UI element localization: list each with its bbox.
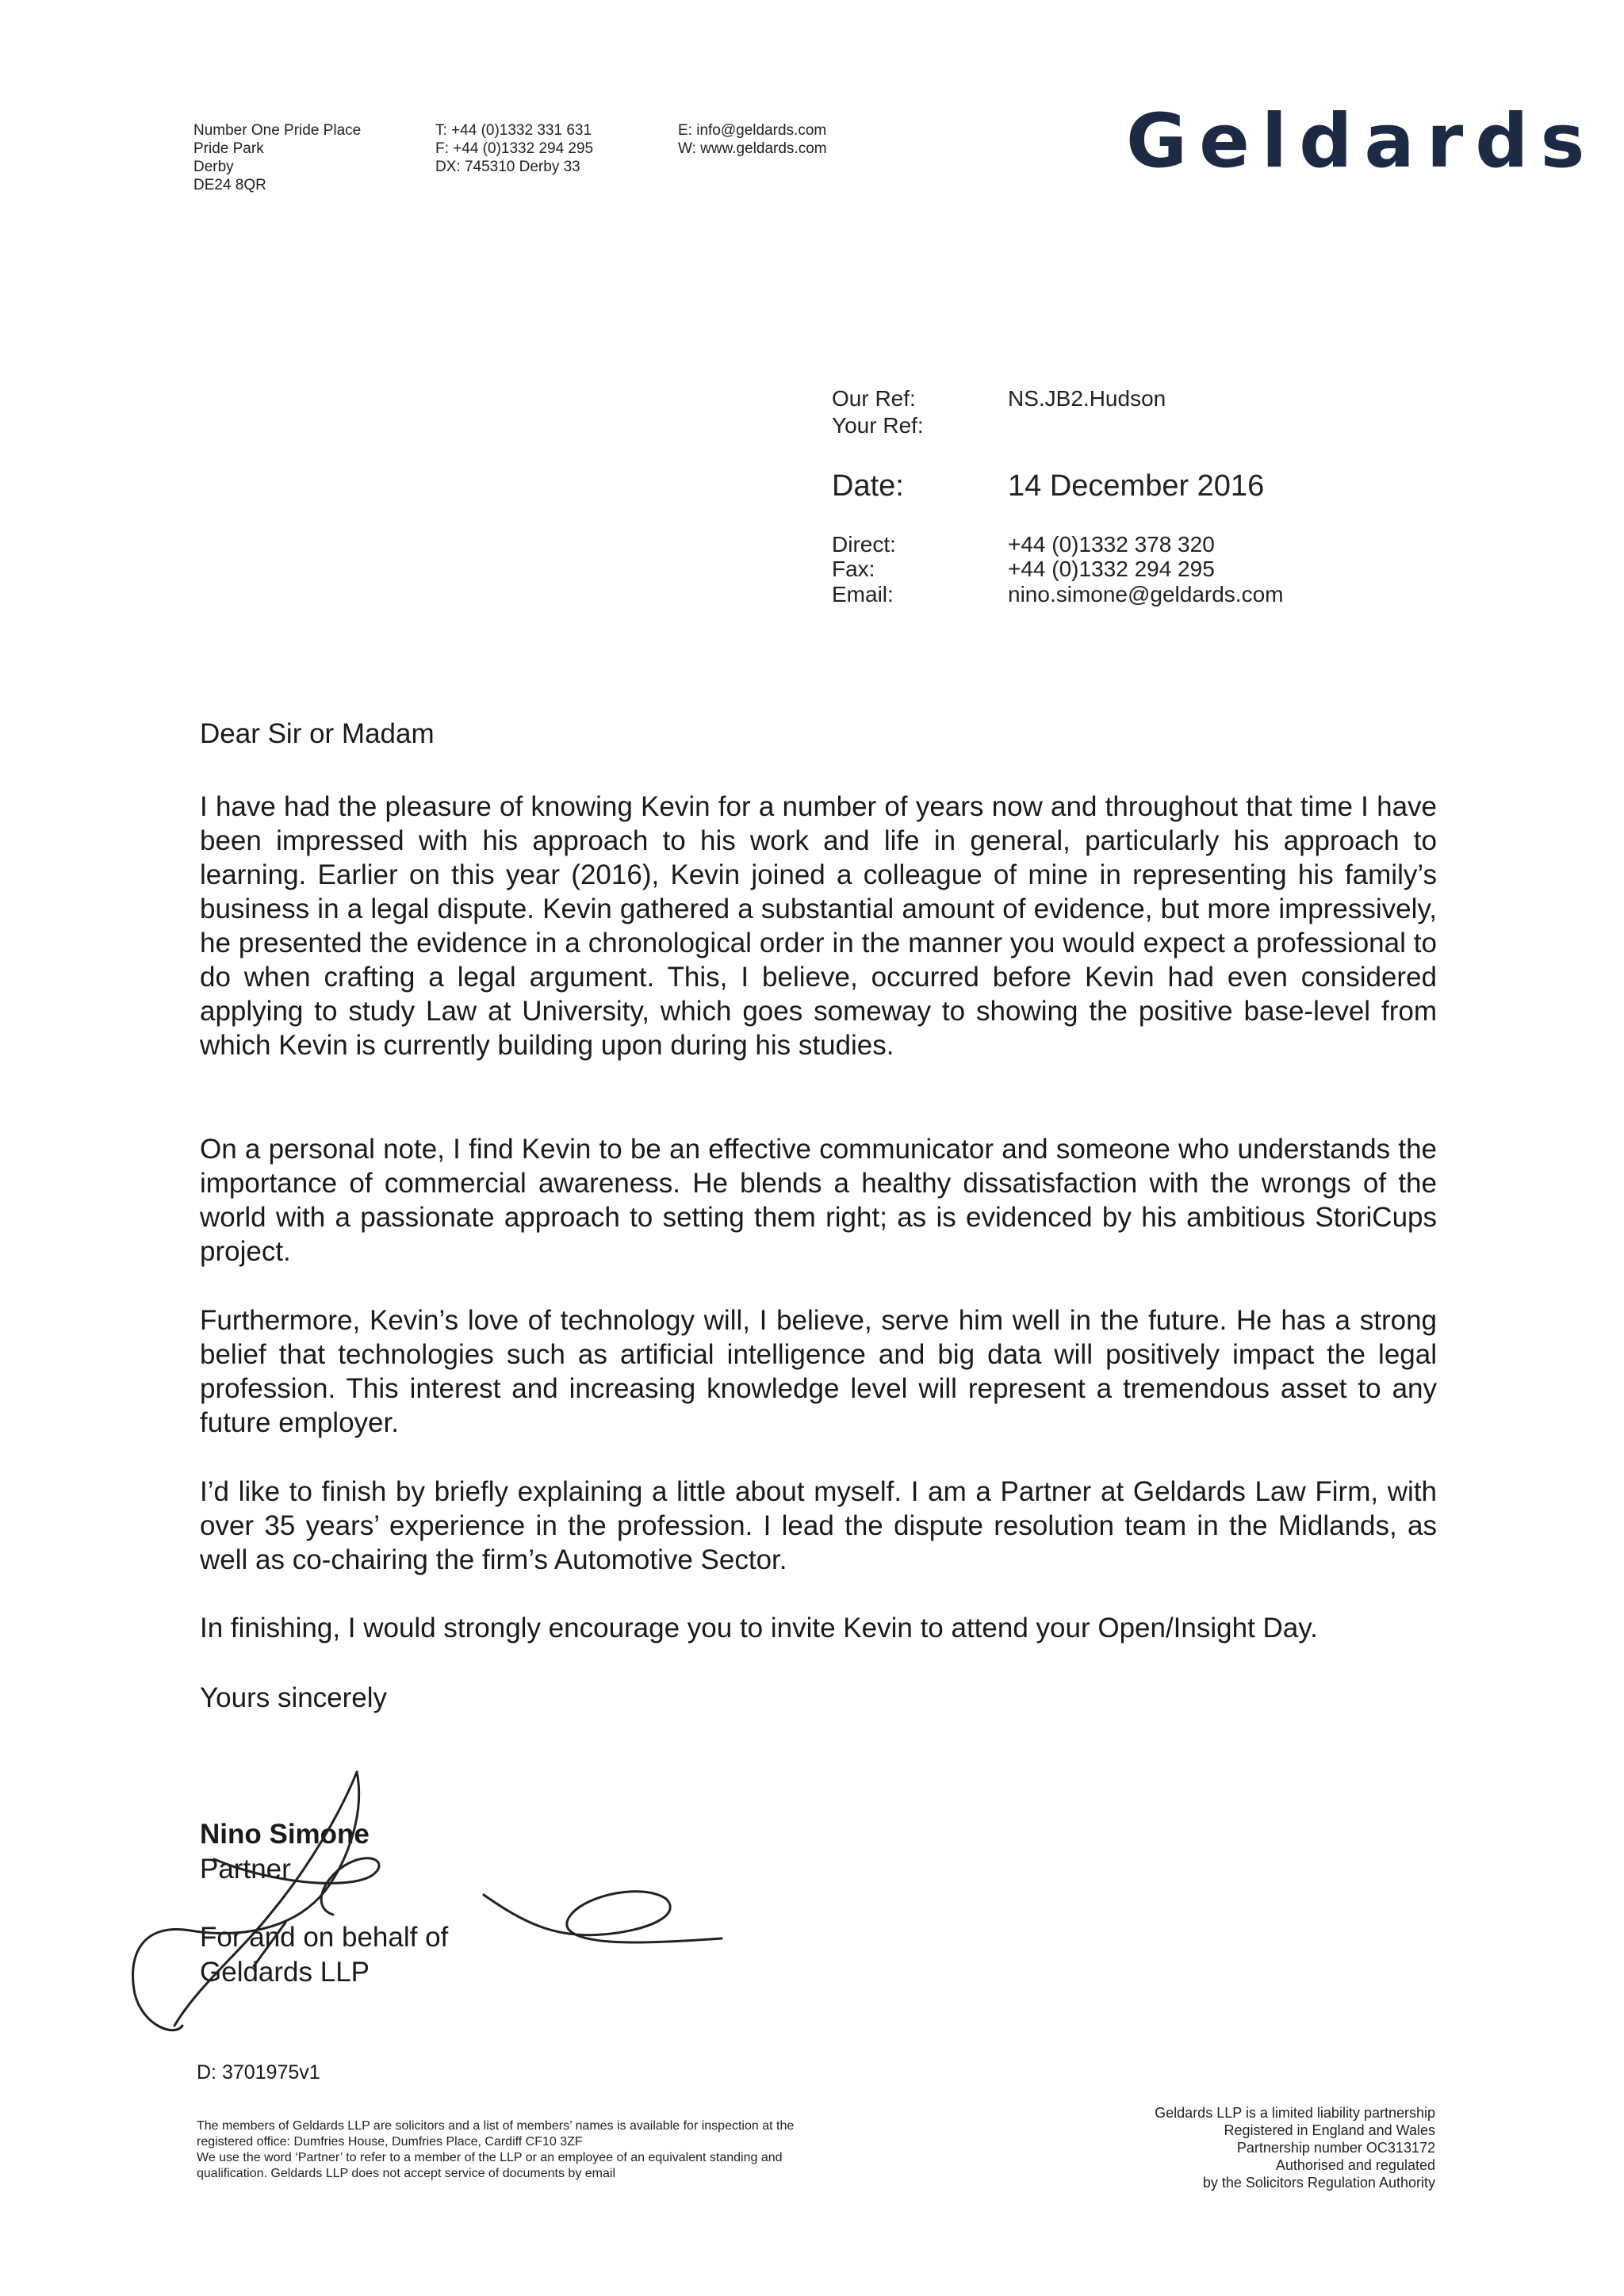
email-value: nino.simone@geldards.com bbox=[1008, 582, 1284, 607]
address-line: Pride Park bbox=[193, 140, 264, 157]
fax-line: F: +44 (0)1332 294 295 bbox=[435, 140, 594, 157]
dx-line: DX: 745310 Derby 33 bbox=[435, 159, 580, 175]
footer-line: Registered in England and Wales bbox=[1224, 2122, 1435, 2138]
body-paragraph bbox=[200, 1132, 1437, 1269]
signature-stroke bbox=[133, 1772, 359, 2030]
fax-label: Fax: bbox=[832, 557, 875, 581]
body-paragraph bbox=[200, 790, 1437, 1062]
signer-title: Partner bbox=[200, 1854, 291, 1885]
paragraph-text: I have had the pleasure of knowing Kevin for a number of years now and throughout that time I have been impressed with his approach to his work and life in general, particularly his approach to learning. Earlier on this year (2016), Kevin joined a colleague of mine in representing his family’s business in a legal dispute. Kevin gathered a substantial amount of evidence, but more impressively, he presented the evidence in a chronological order in the manner you would expect a professional to do when crafting a legal argument. This, I believe, occurred before Kevin had even considered applying to study Law at University, which goes someway to showing the positive base-level from which Kevin is currently building upon during his studies. bbox=[200, 791, 1437, 1061]
footer-line: registered office: Dumfries House, Dumfries Place, Cardiff CF10 3ZF bbox=[197, 2135, 583, 2149]
address-line: DE24 8QR bbox=[193, 177, 266, 193]
handwritten-signature bbox=[111, 1764, 745, 2049]
phone-line: T: +44 (0)1332 331 631 bbox=[435, 122, 592, 139]
our-ref-value: NS.JB2.Hudson bbox=[1008, 386, 1166, 411]
letterhead-phones bbox=[435, 121, 593, 176]
fax-value: +44 (0)1332 294 295 bbox=[1008, 557, 1215, 581]
document-reference: D: 3701975v1 bbox=[197, 2061, 320, 2084]
footer-line: qualification. Geldards LLP does not accept service of documents by email bbox=[197, 2167, 615, 2180]
footer-line: We use the word ‘Partner’ to refer to a member of the LLP or an employee of an equivalent standing and bbox=[197, 2151, 783, 2164]
salutation: Dear Sir or Madam bbox=[200, 718, 435, 749]
letterhead-address bbox=[193, 121, 361, 194]
footer-line: Authorised and regulated bbox=[1275, 2157, 1435, 2173]
footer-line: Partnership number OC313172 bbox=[1236, 2140, 1435, 2156]
signer-firm: Geldards LLP bbox=[200, 1957, 370, 1988]
email-label: Email: bbox=[832, 582, 894, 607]
paragraph-text: In finishing, I would strongly encourage you to invite Kevin to attend your Open/Insight Day. bbox=[200, 1613, 1318, 1644]
address-line: Number One Pride Place bbox=[193, 122, 362, 139]
footer-line: The members of Geldards LLP are solicitors and a list of members’ names is available for inspection at the bbox=[197, 2119, 795, 2133]
footer-registration bbox=[1155, 2104, 1435, 2191]
direct-label: Direct: bbox=[832, 532, 896, 557]
paragraph-text: I’d like to finish by briefly explaining a little about myself. I am a Partner at Geldards Law Firm, with over 35 years’ experience in the profession. I lead the dispute resolution team in the Midlands, as well as co-chairing the firm’s Automotive Sector. bbox=[200, 1476, 1437, 1575]
footer-disclaimer bbox=[197, 2118, 990, 2182]
paragraph-text: Furthermore, Kevin’s love of technology will, I believe, serve him well in the future. He has a strong belief that technologies such as artificial intelligence and big data will positively impact the legal profession. This interest and increasing knowledge level will represent a tremendous asset to any future employer. bbox=[200, 1305, 1437, 1438]
website-line: W: www.geldards.com bbox=[678, 140, 827, 157]
paragraph-text: On a personal note, I find Kevin to be an effective communicator and someone who understands the importance of commercial awareness. He blends a healthy dissatisfaction with the wrongs of the world with a passionate approach to setting them right; as is evidenced by his ambitious StoriCups project. bbox=[200, 1134, 1437, 1267]
signer-behalf: For and on behalf of bbox=[200, 1922, 449, 1953]
signature-stroke bbox=[214, 1858, 379, 1915]
direct-value: +44 (0)1332 378 320 bbox=[1008, 532, 1215, 557]
signature-stroke bbox=[174, 1772, 357, 2026]
company-logo: Geldards bbox=[1126, 98, 1597, 185]
body-paragraph bbox=[200, 1475, 1437, 1577]
body-paragraph bbox=[200, 1303, 1437, 1440]
letterhead-web bbox=[678, 121, 827, 158]
email-line: E: info@geldards.com bbox=[678, 122, 827, 139]
date-label: Date: bbox=[832, 469, 904, 503]
body-paragraph bbox=[200, 1611, 1437, 1645]
closing: Yours sincerely bbox=[200, 1682, 388, 1713]
our-ref-label: Our Ref: bbox=[832, 386, 916, 411]
address-line: Derby bbox=[193, 159, 234, 175]
footer-line: Geldards LLP is a limited liability partnership bbox=[1155, 2105, 1435, 2121]
signature-stroke bbox=[484, 1892, 722, 1942]
your-ref-label: Your Ref: bbox=[832, 413, 924, 438]
signer-name: Nino Simone bbox=[200, 1819, 370, 1850]
date-value: 14 December 2016 bbox=[1008, 469, 1265, 503]
footer-line: by the Solicitors Regulation Authority bbox=[1202, 2175, 1435, 2191]
